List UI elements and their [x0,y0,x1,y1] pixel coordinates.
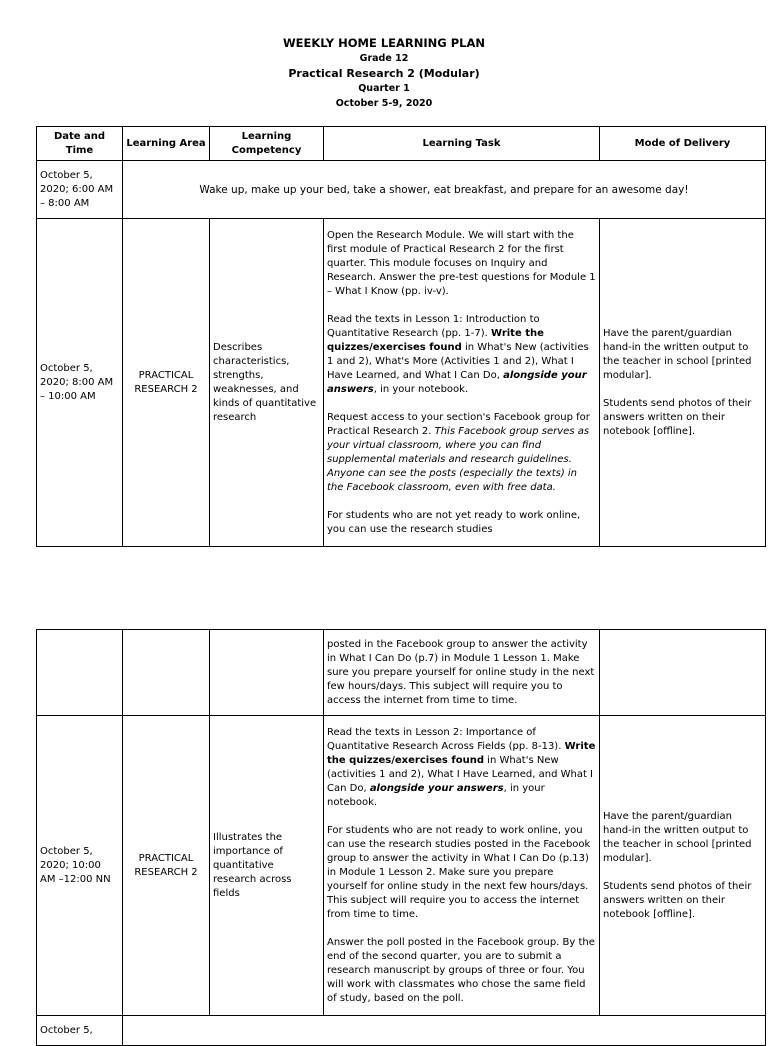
competency-cell: Illustrates the importance of quantitative research across fields [210,716,324,1016]
task-text: , in your notebook. [327,782,545,808]
area-cell [123,630,210,716]
delivery-cell [600,219,766,547]
learning-plan-table-page-1 [36,126,766,547]
task-emphasis: Write the quizzes/exercises found [327,740,596,766]
subject-label: Practical Research 2 (Modular) [288,67,480,80]
table-row [37,630,766,716]
task-emphasis: alongside your answers [369,782,504,794]
delivery-cell [600,630,766,716]
date-cell: October 5, 2020; 8:00 AM – 10:00 AM [37,219,123,547]
delivery-paragraph: Have the parent/guardian hand-in the written output to the teacher in school [printed modular]. [603,810,752,864]
date-range-label: October 5-9, 2020 [335,98,433,109]
document-header [0,36,768,111]
task-paragraph: Open the Research Module. We will start with the first module of Practical Research 2 for the first quarter. This module focuses on Inquiry and Research. Answer the pre-test questions for Module 1 – What I Know (pp. iv-v). [327,229,596,297]
delivery-paragraph: Have the parent/guardian hand-in the written output to the teacher in school [printed modular]. [603,327,752,381]
task-text: in What's New (activities 1 and 2), What's More (Activities 1 and 2), What I Have Learned, and What I Can Do, [327,341,589,381]
table-header-row [37,127,766,161]
date-cell: October 5, 2020; 10:00 AM –12:00 NN [37,716,123,1016]
task-text: in What's New (activities 1 and 2), What I Have Learned, and What I Can Do, [327,754,593,794]
area-cell: PRACTICAL RESEARCH 2 [123,716,210,1016]
area-cell: PRACTICAL RESEARCH 2 [123,219,210,547]
delivery-cell [600,716,766,1016]
task-emphasis: Write the quizzes/exercises found [327,327,544,353]
date-cell [37,630,123,716]
task-paragraph [327,726,596,810]
grade-label: Grade 12 [359,53,409,64]
task-cell [324,716,600,1016]
task-italic-text: This Facebook group serves as your virtual classroom, where you can find supplemental materials and research guidelines. Anyone can see the posts (especially the texts) in the Facebook classroom, even with free data. [327,425,590,493]
delivery-paragraph: Students send photos of their answers written on their notebook [offline]. [603,397,752,437]
column-header-area: Learning Area [123,127,210,161]
task-cell: posted in the Facebook group to answer the activity in What I Can Do (p.7) in Module 1 Lesson 1. Make sure you prepare yourself for online study in the next few hours/days. This subject will require you to access the internet from time to time. [324,630,600,716]
task-text: Read the texts in Lesson 1: Introduction to Quantitative Research (pp. 1-7). [327,313,540,339]
column-header-date: Date and Time [37,127,123,161]
date-cell: October 5, 2020; 6:00 AM – 8:00 AM [37,161,123,219]
task-paragraph [327,313,596,397]
task-cell [123,1016,766,1046]
quarter-label: Quarter 1 [358,83,410,94]
learning-plan-table-page-2 [36,629,766,1046]
task-cell: Wake up, make up your bed, take a shower, eat breakfast, and prepare for an awesome day! [123,161,766,219]
date-cell: October 5, [37,1016,123,1046]
table-row [37,1016,766,1046]
task-emphasis: alongside your answers [327,369,587,395]
table-row [37,161,766,219]
delivery-paragraph: Students send photos of their answers written on their notebook [offline]. [603,880,752,920]
task-text: Request access to your section's Facebook group for Practical Research 2. [327,411,590,437]
table-row [37,219,766,547]
document-title: WEEKLY HOME LEARNING PLAN [282,36,486,50]
column-header-delivery: Mode of Delivery [600,127,766,161]
task-paragraph [327,411,596,495]
competency-cell: Describes characteristics, strengths, weaknesses, and kinds of quantitative research [210,219,324,547]
column-header-task: Learning Task [324,127,600,161]
competency-cell [210,630,324,716]
task-paragraph: Answer the poll posted in the Facebook group. By the end of the second quarter, you are to submit a research manuscript by groups of three or four. You will work with classmates who chose the same field of study, based on the poll. [327,936,595,1004]
task-text: , in your notebook. [373,383,469,395]
task-cell [324,219,600,547]
column-header-competency: Learning Competency [210,127,324,161]
task-paragraph: For students who are not yet ready to work online, you can use the research studies [327,509,581,535]
task-paragraph: For students who are not ready to work online, you can use the research studies posted in the Facebook group to answer the activity in What I Can Do (p.13) in Module 1 Lesson 2. Make sure you prepare yourself for online study in the next few hours/days. This subject will require you to access the internet from time to time. [327,824,591,920]
task-text: Read the texts in Lesson 2: Importance of Quantitative Research Across Fields (pp. 8-13). [327,726,565,752]
table-row [37,716,766,1016]
